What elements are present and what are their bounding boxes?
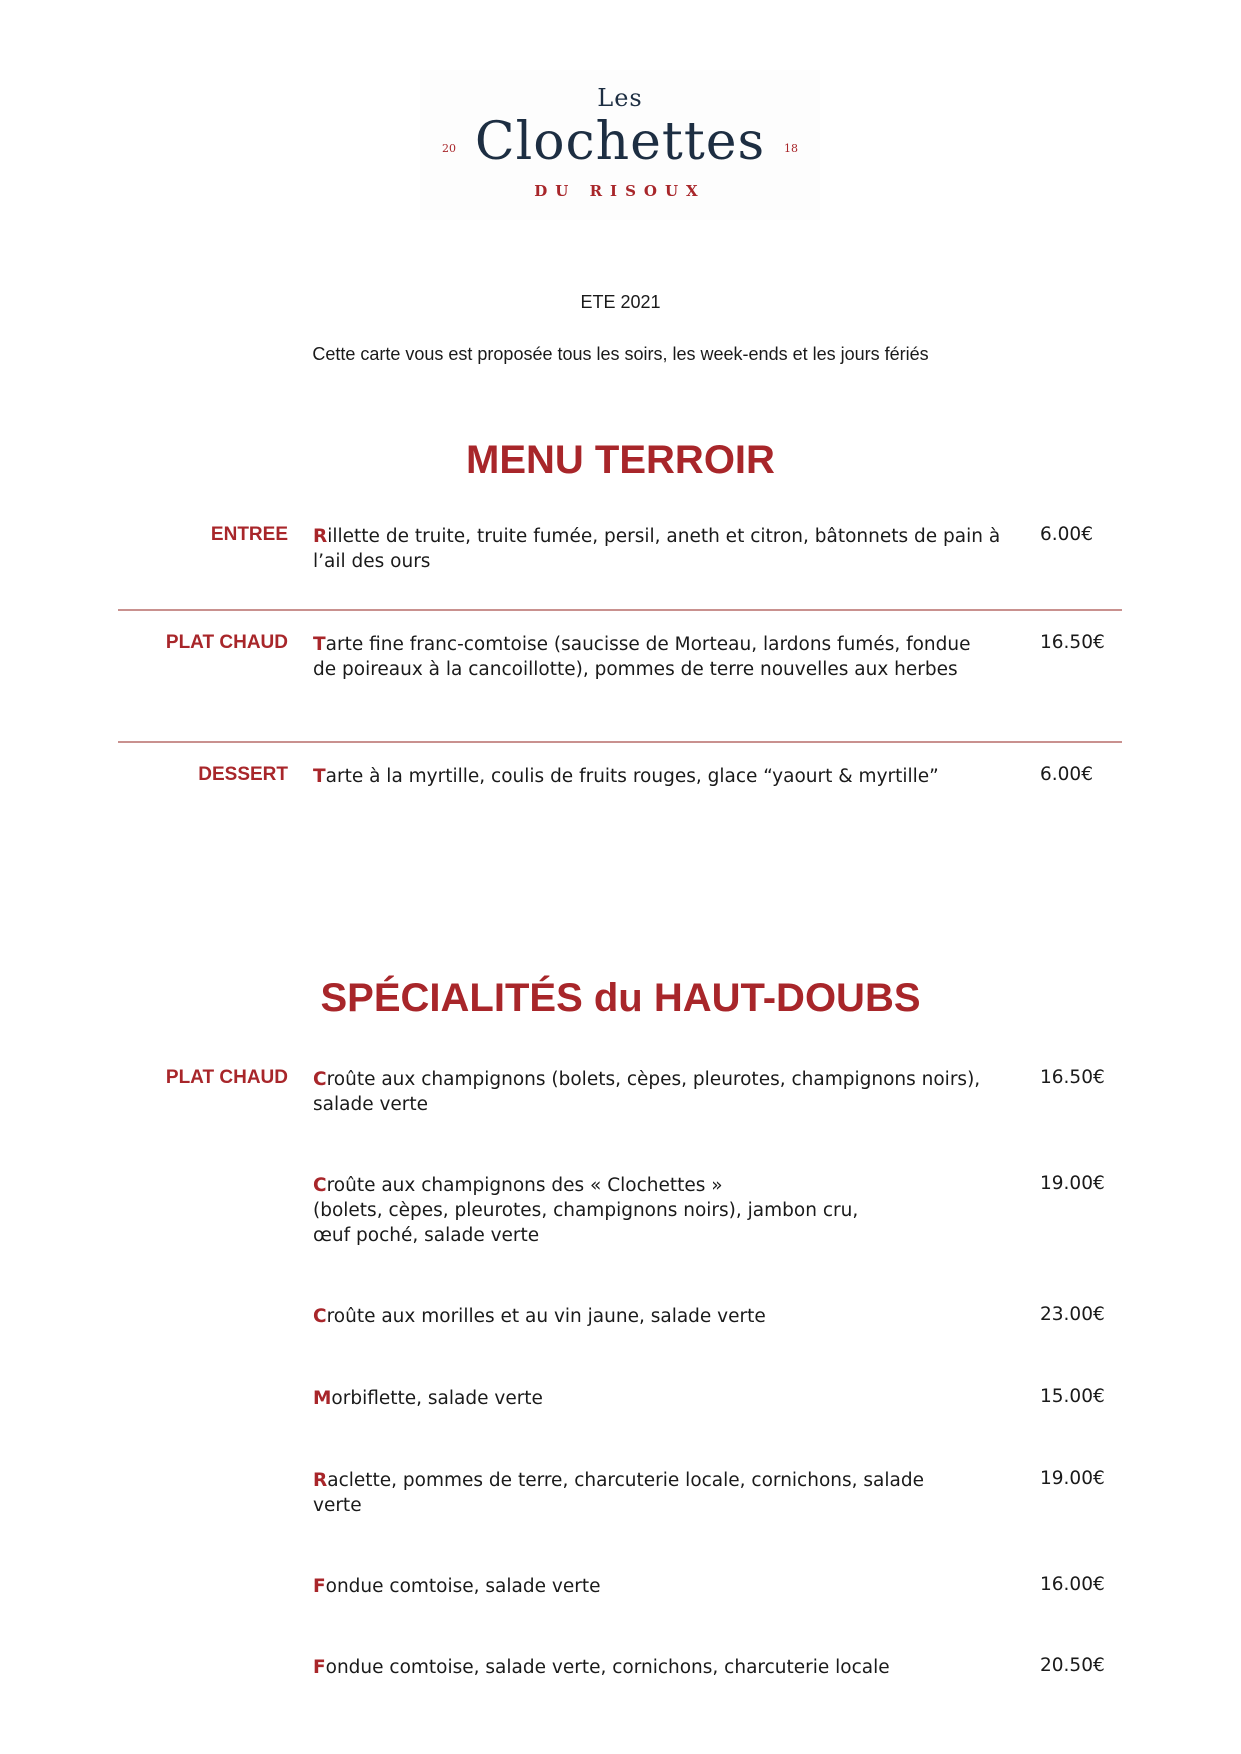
initial-letter: R	[313, 526, 328, 547]
initial-letter: C	[313, 1069, 327, 1090]
menu-item-description	[313, 1468, 953, 1518]
menu-item-description	[313, 1386, 1013, 1411]
menu-item-description	[313, 1067, 1003, 1117]
logo-du-risoux: DU RISOUX	[534, 182, 706, 200]
menu-item-category: PLAT CHAUD	[165, 632, 288, 653]
menu-item-price: 19.00€	[1040, 1173, 1105, 1194]
menu-item-price: 6.00€	[1040, 764, 1093, 785]
menu-item-description	[313, 1173, 1013, 1248]
logo-clochettes: Clochettes	[474, 112, 766, 172]
description-text: ondue comtoise, salade verte	[325, 1576, 601, 1597]
logo-les: Les	[597, 84, 643, 112]
menu-item-price: 16.50€	[1040, 632, 1105, 653]
menu-item-price: 15.00€	[1040, 1386, 1105, 1407]
menu-item-description	[313, 1655, 1013, 1680]
menu-item-description	[313, 524, 1013, 574]
menu-item-price: 6.00€	[1040, 524, 1093, 545]
logo-year-right: 18	[784, 142, 798, 155]
description-text: illette de truite, truite fumée, persil, aneth et citron, bâtonnets de pain à l’ail des ours	[313, 526, 1001, 572]
description-text-line2: (bolets, cèpes, pleurotes, champignons noirs), jambon cru,	[313, 1200, 859, 1221]
menu-item-category: DESSERT	[198, 764, 288, 785]
description-text: roûte aux morilles et au vin jaune, salade verte	[326, 1306, 766, 1327]
menu-item-price: 20.50€	[1040, 1655, 1105, 1676]
menu-item-price: 16.50€	[1040, 1067, 1105, 1088]
description-text: aclette, pommes de terre, charcuterie locale, cornichons, salade verte	[313, 1470, 924, 1516]
section-title-menu-terroir: MENU TERROIR	[466, 438, 775, 482]
description-text: roûte aux champignons des « Clochettes »	[326, 1175, 723, 1196]
season-label: ETE 2021	[580, 292, 661, 312]
menu-item-description	[313, 764, 1023, 789]
logo-year-left: 20	[442, 142, 456, 155]
restaurant-logo	[420, 70, 820, 220]
initial-letter: C	[313, 1306, 327, 1327]
initial-letter: T	[313, 634, 326, 655]
section-title-specialites: SPÉCIALITÉS du HAUT-DOUBS	[320, 976, 921, 1020]
description-text: orbiflette, salade verte	[331, 1388, 543, 1409]
initial-letter: T	[313, 766, 326, 787]
initial-letter: C	[313, 1175, 327, 1196]
menu-item-description	[313, 1304, 1013, 1329]
initial-letter: M	[313, 1388, 332, 1409]
separator-line	[118, 741, 1122, 743]
menu-item-price: 19.00€	[1040, 1468, 1105, 1489]
description-text: arte à la myrtille, coulis de fruits rouges, glace “yaourt & myrtille”	[325, 766, 939, 787]
menu-item-description	[313, 1574, 1013, 1599]
description-text-line3: œuf poché, salade verte	[313, 1225, 540, 1246]
initial-letter: F	[313, 1576, 326, 1597]
menu-item-description	[313, 632, 993, 682]
menu-item-price: 16.00€	[1040, 1574, 1105, 1595]
menu-item-category: ENTREE	[210, 524, 288, 545]
intro-text: Cette carte vous est proposée tous les soirs, les week-ends et les jours fériés	[312, 344, 929, 364]
initial-letter: F	[313, 1657, 326, 1678]
description-text: ondue comtoise, salade verte, cornichons, charcuterie locale	[325, 1657, 890, 1678]
menu-item-category: PLAT CHAUD	[165, 1067, 288, 1088]
separator-line	[118, 609, 1122, 611]
description-text: arte fine franc-comtoise (saucisse de Morteau, lardons fumés, fondue de poireaux à la cancoillotte), pommes de terre nouvelles aux herbes	[313, 634, 971, 680]
description-text: roûte aux champignons (bolets, cèpes, pleurotes, champignons noirs), salade verte	[313, 1069, 981, 1115]
initial-letter: R	[313, 1470, 328, 1491]
menu-item-price: 23.00€	[1040, 1304, 1105, 1325]
